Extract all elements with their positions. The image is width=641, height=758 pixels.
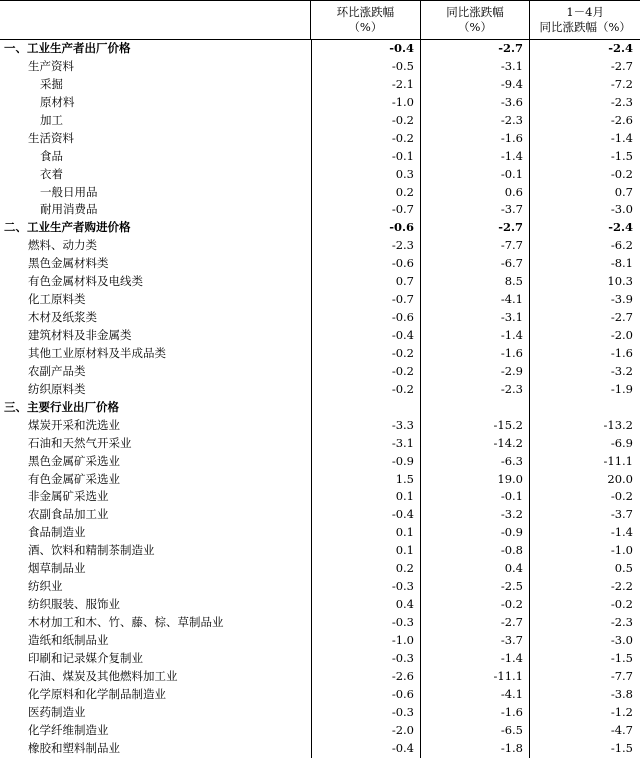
mom-value: -0.1	[311, 148, 420, 166]
row-label: 有色金属矿采选业	[28, 471, 120, 486]
yoy-value: -0.9	[420, 524, 529, 542]
mom-value: -0.6	[311, 309, 420, 327]
header-mom-unit: （%）	[348, 20, 383, 34]
yoy-value: -7.7	[420, 237, 529, 255]
ytd-yoy-value: -1.5	[529, 148, 639, 166]
row-label: 三、主要行业出厂价格	[4, 399, 119, 414]
yoy-value: -0.1	[420, 166, 529, 184]
table-row	[0, 740, 640, 758]
row-label: 加工	[40, 112, 63, 127]
yoy-value: -2.3	[420, 381, 529, 399]
row-label: 纺织原料类	[28, 381, 86, 396]
table-row	[0, 542, 640, 560]
row-label: 其他工业原材料及半成品类	[28, 345, 166, 360]
header-ytd-yoy-change	[529, 1, 640, 39]
row-label: 医药制造业	[28, 704, 86, 719]
table-row	[0, 578, 640, 596]
mom-value: -0.6	[311, 219, 420, 237]
ytd-yoy-value: -3.8	[529, 686, 639, 704]
ytd-yoy-value: -7.2	[529, 76, 639, 94]
ytd-yoy-value: -2.3	[529, 94, 639, 112]
yoy-value: -2.7	[420, 219, 529, 237]
ytd-yoy-value: -8.1	[529, 255, 639, 273]
ytd-yoy-value: -0.2	[529, 488, 639, 506]
table-row	[0, 471, 640, 489]
yoy-value: -3.1	[420, 309, 529, 327]
mom-value: -2.6	[311, 668, 420, 686]
table-row	[0, 345, 640, 363]
ytd-yoy-value: -1.5	[529, 740, 639, 758]
mom-value: -0.7	[311, 201, 420, 219]
yoy-value: -2.9	[420, 363, 529, 381]
row-label: 木材及纸浆类	[28, 310, 97, 325]
row-label: 原材料	[40, 94, 75, 109]
yoy-value: -4.1	[420, 686, 529, 704]
mom-value: 0.4	[311, 596, 420, 614]
yoy-value: 0.4	[420, 560, 529, 578]
ytd-yoy-value: -2.6	[529, 112, 639, 130]
row-label: 二、工业生产者购进价格	[4, 220, 131, 235]
mom-value: -0.3	[311, 704, 420, 722]
yoy-value: -3.6	[420, 94, 529, 112]
ytd-yoy-value: 0.7	[529, 184, 639, 202]
table-header	[0, 1, 640, 40]
ytd-yoy-value: -2.7	[529, 309, 639, 327]
table-row	[0, 722, 640, 740]
table-row	[0, 166, 640, 184]
yoy-value: -1.6	[420, 345, 529, 363]
mom-value: -0.4	[311, 506, 420, 524]
header-ytd-period: 1－4月	[566, 5, 604, 19]
mom-value: -0.4	[311, 740, 420, 758]
table-row	[0, 614, 640, 632]
mom-value: 0.2	[311, 184, 420, 202]
mom-value: -2.1	[311, 76, 420, 94]
ytd-yoy-value: -6.2	[529, 237, 639, 255]
yoy-value: -14.2	[420, 435, 529, 453]
row-label: 燃料、动力类	[28, 238, 97, 253]
mom-value: -0.6	[311, 255, 420, 273]
mom-value: 0.2	[311, 560, 420, 578]
row-label: 黑色金属矿采选业	[28, 453, 120, 468]
ytd-yoy-value: -3.7	[529, 506, 639, 524]
table-row	[0, 524, 640, 542]
row-label: 食品	[40, 148, 63, 163]
header-yoy-title: 同比涨跌幅	[446, 5, 504, 19]
row-label: 纺织业	[28, 579, 63, 594]
table-row	[0, 148, 640, 166]
table-row	[0, 381, 640, 399]
row-label: 建筑材料及非金属类	[28, 328, 132, 342]
ytd-yoy-value: -1.4	[529, 130, 639, 148]
yoy-value: -11.1	[420, 668, 529, 686]
yoy-value: -4.1	[420, 291, 529, 309]
row-label: 耐用消费品	[40, 202, 98, 217]
mom-value: 0.1	[311, 488, 420, 506]
yoy-value	[420, 399, 529, 417]
mom-value: -0.2	[311, 112, 420, 130]
section-row	[0, 40, 640, 58]
row-label: 衣着	[40, 166, 63, 181]
header-mom-change	[310, 1, 420, 39]
yoy-value: -0.8	[420, 542, 529, 560]
yoy-value: -15.2	[420, 417, 529, 435]
yoy-value: -2.7	[420, 40, 529, 58]
ytd-yoy-value: -2.4	[529, 40, 639, 58]
ytd-yoy-value: -1.5	[529, 650, 639, 668]
table-row	[0, 435, 640, 453]
yoy-value: 19.0	[420, 471, 529, 489]
yoy-value: -2.3	[420, 112, 529, 130]
row-label: 橡胶和塑料制品业	[28, 740, 120, 755]
row-label: 一般日用品	[40, 184, 98, 199]
row-label: 石油、煤炭及其他燃料加工业	[28, 668, 178, 683]
row-label: 农副食品加工业	[28, 507, 109, 522]
table-row	[0, 184, 640, 202]
row-label: 木材加工和木、竹、藤、棕、草制品业	[28, 615, 224, 629]
mom-value: -0.4	[311, 327, 420, 345]
ytd-yoy-value: 0.5	[529, 560, 639, 578]
table-row	[0, 291, 640, 309]
ytd-yoy-value: -4.7	[529, 722, 639, 740]
ytd-yoy-value	[529, 399, 639, 417]
header-yoy-unit: （%）	[458, 20, 492, 34]
table-row	[0, 417, 640, 435]
table-row	[0, 453, 640, 471]
header-yoy-change	[420, 1, 530, 39]
yoy-value: -3.7	[420, 632, 529, 650]
row-label: 纺织服装、服饰业	[28, 597, 120, 612]
mom-value: -3.1	[311, 435, 420, 453]
ytd-yoy-value: -1.6	[529, 345, 639, 363]
table-row	[0, 650, 640, 668]
row-label: 造纸和纸制品业	[28, 632, 109, 647]
table-row	[0, 255, 640, 273]
mom-value: -0.3	[311, 650, 420, 668]
ytd-yoy-value: -0.2	[529, 166, 639, 184]
mom-value: -0.9	[311, 453, 420, 471]
table-row	[0, 704, 640, 722]
yoy-value: -2.5	[420, 578, 529, 596]
mom-value: -0.2	[311, 345, 420, 363]
mom-value: -0.2	[311, 363, 420, 381]
table-row	[0, 201, 640, 219]
table-row	[0, 596, 640, 614]
ytd-yoy-value: -2.2	[529, 578, 639, 596]
table-row	[0, 668, 640, 686]
mom-value: -0.4	[311, 40, 420, 58]
mom-value: -0.3	[311, 614, 420, 632]
table-row	[0, 363, 640, 381]
row-label: 生活资料	[28, 130, 74, 145]
mom-value: -0.2	[311, 381, 420, 399]
mom-value: 0.1	[311, 524, 420, 542]
table-body	[0, 40, 640, 758]
mom-value: 0.7	[311, 273, 420, 291]
row-label: 黑色金属材料类	[28, 256, 109, 271]
section-row	[0, 219, 640, 237]
ytd-yoy-value: -2.7	[529, 58, 639, 76]
ytd-yoy-value: -1.9	[529, 381, 639, 399]
table-row	[0, 94, 640, 112]
mom-value: 0.1	[311, 542, 420, 560]
mom-value: -0.3	[311, 578, 420, 596]
table-row	[0, 237, 640, 255]
mom-value: -2.0	[311, 722, 420, 740]
mom-value: -1.0	[311, 94, 420, 112]
header-ytd-title: 同比涨跌幅（%）	[539, 20, 631, 34]
table-row	[0, 309, 640, 327]
row-label: 一、工业生产者出厂价格	[4, 41, 131, 55]
mom-value: -1.0	[311, 632, 420, 650]
mom-value: -0.7	[311, 291, 420, 309]
table-row	[0, 327, 640, 345]
mom-value	[311, 399, 420, 417]
yoy-value: -0.2	[420, 596, 529, 614]
ytd-yoy-value: -1.0	[529, 542, 639, 560]
yoy-value: -9.4	[420, 76, 529, 94]
ytd-yoy-value: -3.2	[529, 363, 639, 381]
table-row	[0, 273, 640, 291]
ytd-yoy-value: -11.1	[529, 453, 639, 471]
row-label: 有色金属材料及电线类	[28, 274, 143, 289]
mom-value: -2.3	[311, 237, 420, 255]
table-row	[0, 506, 640, 524]
yoy-value: -1.6	[420, 704, 529, 722]
mom-value: 1.5	[311, 471, 420, 489]
table-row	[0, 130, 640, 148]
ytd-yoy-value: -13.2	[529, 417, 639, 435]
ytd-yoy-value: -3.0	[529, 632, 639, 650]
header-blank-cell	[0, 1, 310, 39]
yoy-value: -1.4	[420, 148, 529, 166]
mom-value: -0.5	[311, 58, 420, 76]
mom-value: -0.6	[311, 686, 420, 704]
ytd-yoy-value: -3.0	[529, 201, 639, 219]
ytd-yoy-value: -1.4	[529, 524, 639, 542]
row-label: 酒、饮料和精制茶制造业	[28, 543, 155, 558]
mom-value: 0.3	[311, 166, 420, 184]
table-row	[0, 58, 640, 76]
table-row	[0, 686, 640, 704]
yoy-value: -1.4	[420, 327, 529, 345]
row-label: 烟草制品业	[28, 561, 86, 576]
yoy-value: -1.6	[420, 130, 529, 148]
row-label: 化学纤维制造业	[28, 722, 109, 737]
yoy-value: 0.6	[420, 184, 529, 202]
yoy-value: -6.7	[420, 255, 529, 273]
ytd-yoy-value: -0.2	[529, 596, 639, 614]
table-row	[0, 488, 640, 506]
ytd-yoy-value: 20.0	[529, 471, 639, 489]
ytd-yoy-value: -7.7	[529, 668, 639, 686]
row-label: 石油和天然气开采业	[28, 435, 132, 450]
yoy-value: -0.1	[420, 488, 529, 506]
row-label: 印刷和记录媒介复制业	[28, 650, 143, 665]
row-label: 生产资料	[28, 58, 74, 73]
row-label: 化工原料类	[28, 292, 86, 307]
row-label: 非金属矿采选业	[28, 489, 109, 504]
yoy-value: 8.5	[420, 273, 529, 291]
ytd-yoy-value: -2.0	[529, 327, 639, 345]
yoy-value: -3.1	[420, 58, 529, 76]
yoy-value: -1.4	[420, 650, 529, 668]
ytd-yoy-value: -3.9	[529, 291, 639, 309]
table-row	[0, 632, 640, 650]
yoy-value: -3.2	[420, 506, 529, 524]
row-label: 化学原料和化学制品制造业	[28, 686, 166, 701]
yoy-value: -2.7	[420, 614, 529, 632]
yoy-value: -6.3	[420, 453, 529, 471]
row-label: 采掘	[40, 76, 63, 91]
ytd-yoy-value: -1.2	[529, 704, 639, 722]
section-row	[0, 399, 640, 417]
row-label: 煤炭开采和洗选业	[28, 417, 120, 432]
ytd-yoy-value: -2.3	[529, 614, 639, 632]
row-label: 农副产品类	[28, 363, 86, 378]
ytd-yoy-value: -2.4	[529, 219, 639, 237]
yoy-value: -1.8	[420, 740, 529, 758]
yoy-value: -3.7	[420, 201, 529, 219]
row-label: 食品制造业	[28, 525, 86, 540]
table-row	[0, 76, 640, 94]
yoy-value: -6.5	[420, 722, 529, 740]
table-row	[0, 560, 640, 578]
mom-value: -3.3	[311, 417, 420, 435]
ytd-yoy-value: 10.3	[529, 273, 639, 291]
mom-value: -0.2	[311, 130, 420, 148]
table-row	[0, 112, 640, 130]
header-mom-title: 环比涨跌幅	[336, 5, 395, 19]
ytd-yoy-value: -6.9	[529, 435, 639, 453]
